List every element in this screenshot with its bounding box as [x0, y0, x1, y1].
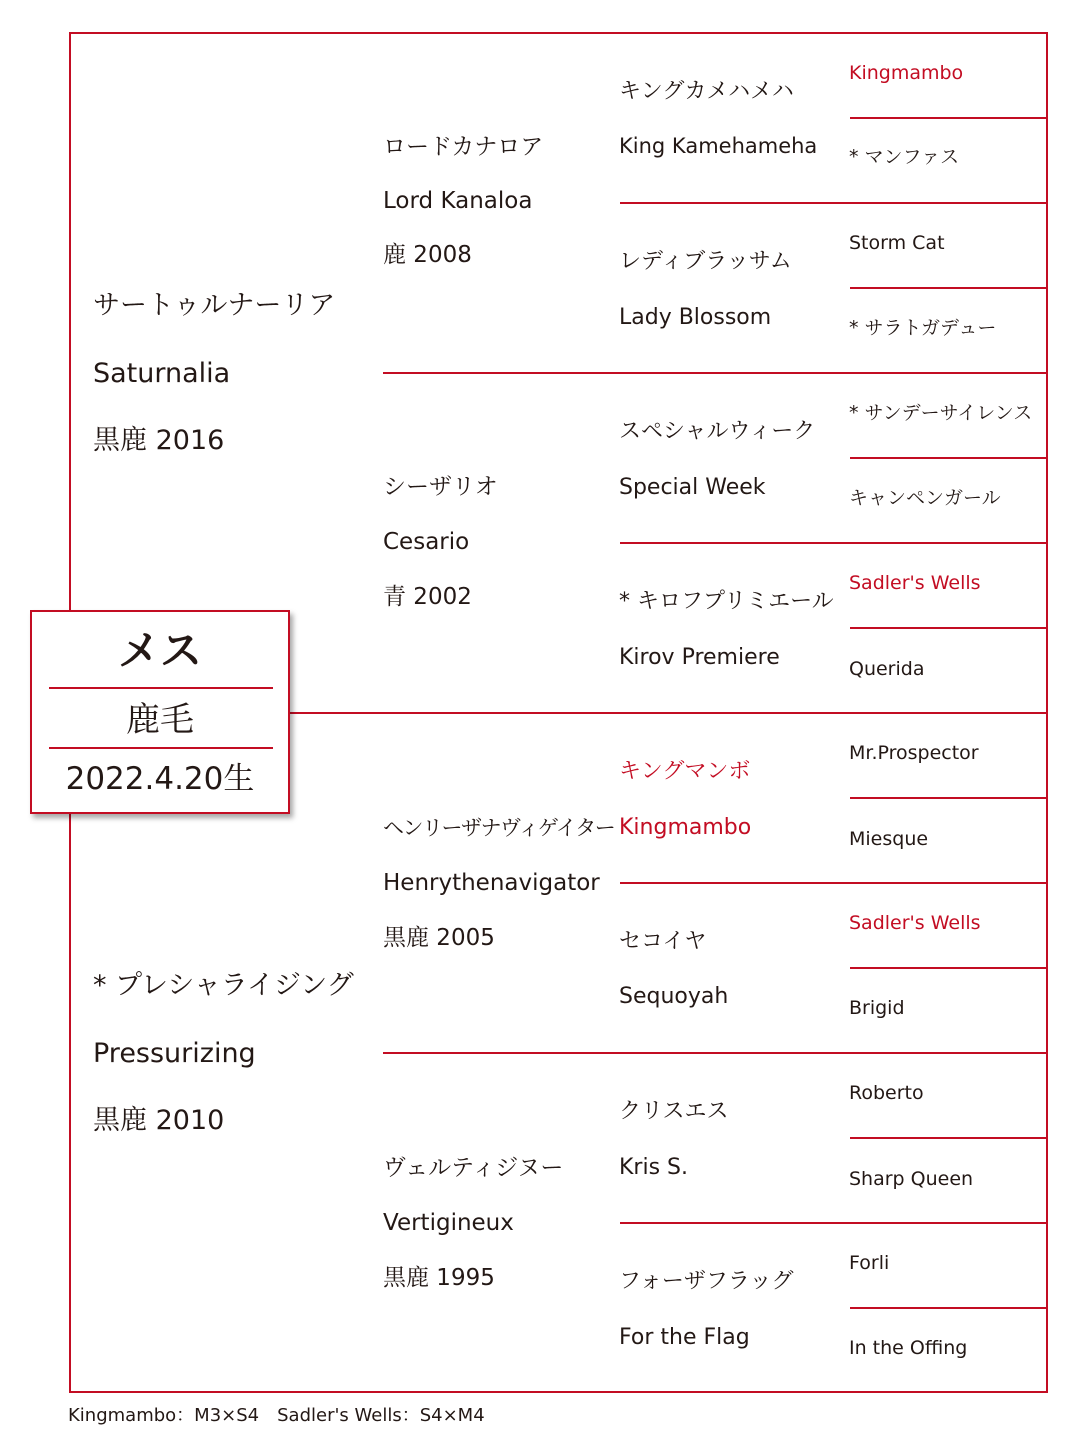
ss-info: 鹿 2008	[383, 242, 472, 268]
divider-gen2-dam	[383, 1052, 1047, 1054]
dd-name-jp: ヴェルティジヌー	[383, 1155, 564, 1181]
sd-name-jp: シーザリオ	[383, 474, 498, 500]
gen4-ancestor: Mr.Prospector	[849, 742, 979, 764]
ds-info: 黒鹿 2005	[383, 925, 495, 951]
divider-gen4	[850, 797, 1047, 799]
divider-gen4	[850, 627, 1047, 629]
sss-name-en: King Kamehameha	[619, 134, 818, 158]
gen4-ancestor: Forli	[849, 1252, 890, 1274]
dam-name-jp: * プレシャライジング	[93, 970, 354, 1001]
divider-gen3	[620, 1222, 1047, 1224]
dds-name-en: Kris S.	[619, 1155, 688, 1180]
gen4-ancestor: Miesque	[849, 828, 929, 850]
subject-box	[30, 610, 290, 814]
dd-info: 黒鹿 1995	[383, 1265, 495, 1291]
sire-name-jp: サートゥルナーリア	[93, 290, 336, 321]
gen4-ancestor: Roberto	[849, 1082, 924, 1104]
divider-gen4	[850, 457, 1047, 459]
ssd-name-en: Lady Blossom	[619, 305, 772, 330]
gen4-ancestor: * サンデーサイレンス	[849, 402, 1033, 424]
sds-name-jp: スペシャルウィーク	[619, 419, 816, 444]
ds-name-jp: ヘンリーザナヴィゲイター	[383, 816, 615, 840]
dss-name-en: Kingmambo	[619, 815, 752, 840]
inbreeding-note: Kingmambo：M3×S4 Sadler's Wells：S4×M4	[68, 1405, 485, 1426]
subject-separator	[49, 747, 273, 749]
gen4-ancestor: キャンペンガール	[849, 487, 1001, 509]
subject-birth: 2022.4.20生	[65, 761, 255, 797]
ddd-name-en: For the Flag	[619, 1325, 750, 1350]
subject-separator	[49, 687, 273, 689]
subject-color: 鹿毛	[126, 700, 194, 740]
sire-name-en: Saturnalia	[93, 358, 231, 389]
divider-gen2-sire	[383, 372, 1047, 374]
gen4-ancestor: Storm Cat	[849, 232, 945, 254]
divider-sire-dam	[290, 712, 1047, 714]
sd-name-en: Cesario	[383, 529, 470, 555]
dd-name-en: Vertigineux	[383, 1210, 514, 1236]
sds-name-en: Special Week	[619, 475, 766, 500]
ss-name-jp: ロードカナロア	[383, 134, 544, 160]
dsd-name-jp: セコイヤ	[619, 929, 707, 954]
sdd-name-jp: * キロフプリミエール	[619, 589, 834, 614]
sss-name-jp: キングカメハメハ	[619, 79, 794, 104]
sd-info: 青 2002	[383, 584, 472, 610]
gen4-ancestor: Sadler's Wells	[849, 572, 981, 594]
ds-name-en: Henrythenavigator	[383, 870, 600, 896]
dam-info: 黒鹿 2010	[93, 1105, 225, 1136]
subject-sex: メス	[117, 626, 202, 675]
gen4-ancestor: Kingmambo	[849, 62, 964, 84]
gen4-ancestor: Sadler's Wells	[849, 912, 981, 934]
dss-name-jp: キングマンボ	[619, 759, 751, 784]
divider-gen4	[850, 967, 1047, 969]
gen4-ancestor: Sharp Queen	[849, 1168, 974, 1190]
divider-gen4	[850, 117, 1047, 119]
gen4-ancestor: Brigid	[849, 997, 905, 1019]
gen4-ancestor: * マンファス	[849, 146, 960, 168]
dam-name-en: Pressurizing	[93, 1038, 256, 1069]
sdd-name-en: Kirov Premiere	[619, 645, 780, 670]
dsd-name-en: Sequoyah	[619, 984, 729, 1009]
divider-gen4	[850, 1307, 1047, 1309]
divider-gen4	[850, 287, 1047, 289]
sire-info: 黒鹿 2016	[93, 425, 225, 456]
ss-name-en: Lord Kanaloa	[383, 188, 533, 214]
divider-gen3	[620, 202, 1047, 204]
frame-top	[69, 32, 1048, 34]
ssd-name-jp: レディブラッサム	[619, 249, 792, 274]
divider-gen3	[620, 542, 1047, 544]
ddd-name-jp: フォーザフラッグ	[619, 1269, 794, 1294]
frame-bottom	[69, 1391, 1048, 1393]
divider-gen3	[620, 882, 1047, 884]
gen4-ancestor: Querida	[849, 658, 925, 680]
gen4-ancestor: In the Offing	[849, 1337, 968, 1359]
gen4-ancestor: * サラトガデュー	[849, 317, 997, 339]
dds-name-jp: クリスエス	[619, 1099, 729, 1124]
divider-gen4	[850, 1137, 1047, 1139]
